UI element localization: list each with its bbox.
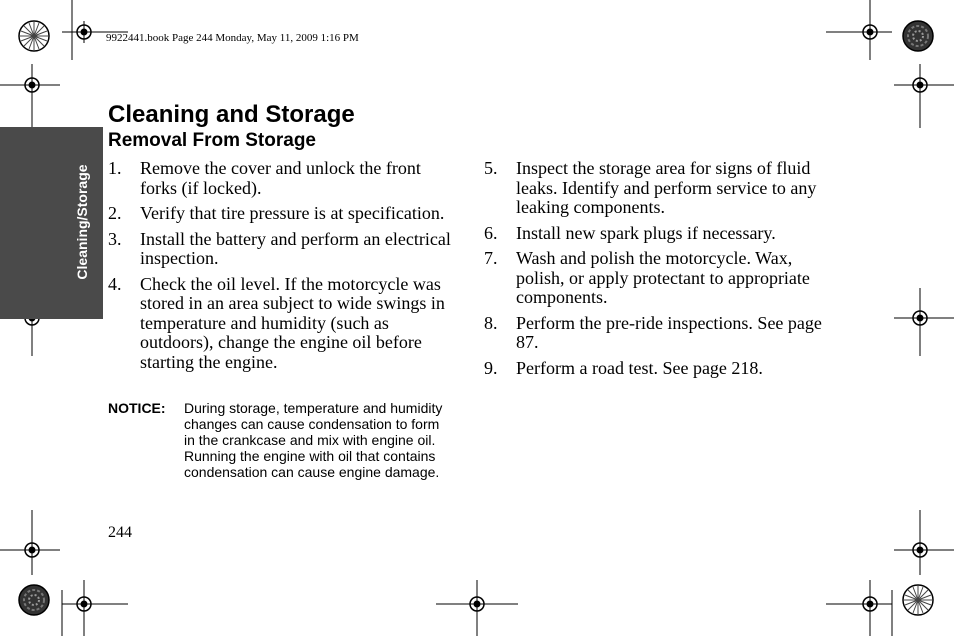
step-text: Verify that tire pressure is at specification. [140, 203, 445, 223]
list-item [484, 249, 829, 308]
registration-target-icon [21, 539, 43, 561]
list-item [108, 230, 453, 269]
list-item [484, 359, 829, 379]
section-subtitle: Removal From Storage [108, 130, 316, 151]
registration-target-icon [859, 593, 881, 615]
notice-text: During storage, temperature and humidity changes can cause condensation to form in the crankcase and mix with engine oil. Running the engine with oil that contains condensation can cause engine damage. [184, 400, 443, 480]
step-text: Perform a road test. See page 218. [516, 357, 763, 378]
starburst-wheel-icon [19, 21, 49, 51]
step-text: Inspect the storage area for signs of fluid leaks. Identify and perform service to any leaking components. [516, 158, 817, 217]
step-number: 6. [484, 222, 498, 243]
page-title: Cleaning and Storage [108, 101, 355, 128]
registration-target-icon [73, 21, 95, 43]
list-item [108, 159, 453, 198]
step-number: 7. [484, 248, 498, 268]
list-item [108, 204, 453, 224]
registration-target-icon [909, 307, 931, 329]
step-number: 1. [108, 158, 122, 178]
step-text: Perform the pre-ride inspections. See page 87. [516, 312, 822, 352]
step-text: Wash and polish the motorcycle. Wax, polish, or apply protectant to appropriate components. [516, 248, 810, 307]
step-number: 3. [108, 228, 122, 249]
list-item [108, 275, 453, 373]
steps-list-left [108, 159, 453, 378]
book-info-header: 9922441.book Page 244 Monday, May 11, 2009 1:16 PM [106, 32, 359, 44]
registration-target-icon [859, 21, 881, 43]
notice-label: NOTICE: [108, 400, 166, 416]
patterned-wheel-icon [903, 21, 933, 51]
registration-target-icon [909, 539, 931, 561]
starburst-wheel-icon [903, 585, 933, 615]
step-number: 4. [108, 273, 122, 294]
step-number: 5. [484, 158, 498, 178]
page-number: 244 [108, 524, 132, 541]
step-number: 8. [484, 312, 498, 333]
list-item [484, 159, 829, 218]
step-text: Remove the cover and unlock the front forks (if locked). [140, 158, 421, 198]
step-text: Install the battery and perform an electrical inspection. [140, 228, 451, 268]
step-text: Install new spark plugs if necessary. [516, 222, 776, 243]
patterned-wheel-icon [19, 585, 49, 615]
registration-target-icon [73, 593, 95, 615]
step-number: 2. [108, 203, 122, 223]
registration-target-icon [21, 74, 43, 96]
step-text: Check the oil level. If the motorcycle was stored in an area subject to wide swings in temperature and humidity (such as outdoors), change the engine oil before starting the engine. [140, 273, 445, 372]
step-number: 9. [484, 357, 498, 378]
registration-target-icon [909, 74, 931, 96]
registration-target-icon [466, 593, 488, 615]
list-item [484, 224, 829, 244]
list-item [484, 314, 829, 353]
steps-list-right [484, 159, 829, 384]
section-side-tab-label: Cleaning/Storage [74, 164, 90, 280]
